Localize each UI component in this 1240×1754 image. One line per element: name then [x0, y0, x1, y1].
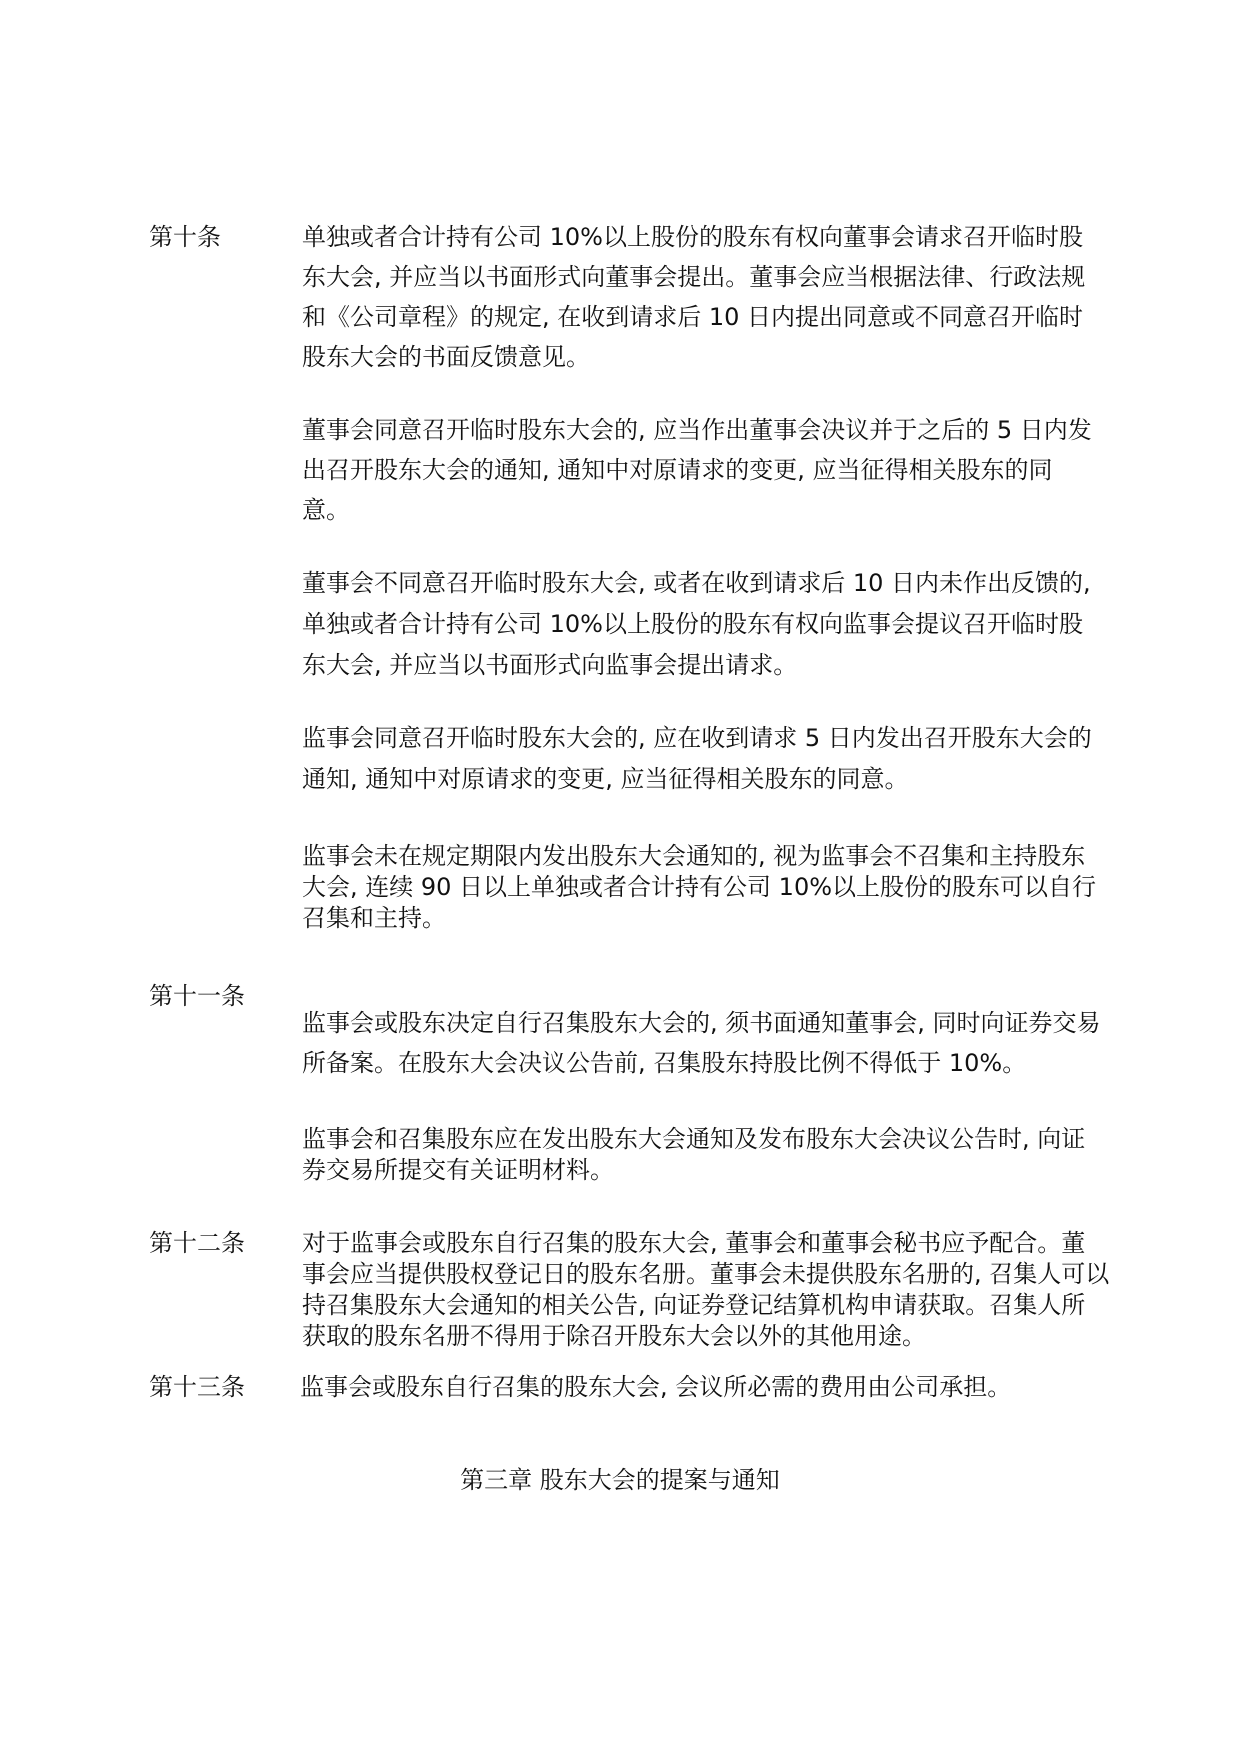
- article-paragraph: [302, 1003, 1101, 1083]
- text-line: 出召开股东大会的通知, 通知中对原请求的变更, 应当征得相关股东的同: [302, 456, 1053, 484]
- text-line: 监事会或股东自行召集的股东大会, 会议所必需的费用由公司承担。: [300, 1373, 1012, 1401]
- text-line: 召集和主持。: [302, 904, 446, 932]
- text-line: 单独或者合计持有公司 10%以上股份的股东有权向董事会请求召开临时股: [302, 223, 1083, 251]
- article-label: 第十二条: [149, 1229, 245, 1257]
- text-line: 通知, 通知中对原请求的变更, 应当征得相关股东的同意。: [302, 765, 909, 793]
- text-line: 获取的股东名册不得用于除召开股东大会以外的其他用途。: [302, 1322, 926, 1350]
- text-line: 股东大会的书面反馈意见。: [302, 343, 590, 371]
- chapter-title: 第三章 股东大会的提案与通知: [460, 1466, 780, 1494]
- text-line: 东大会, 并应当以书面形式向监事会提出请求。: [302, 651, 798, 679]
- text-line: 监事会和召集股东应在发出股东大会通知及发布股东大会决议公告时, 向证: [302, 1125, 1086, 1153]
- text-line: 监事会或股东决定自行召集股东大会的, 须书面通知董事会, 同时向证券交易: [302, 1009, 1101, 1037]
- text-line: 意。: [302, 496, 350, 524]
- text-line: 监事会同意召开临时股东大会的, 应在收到请求 5 日内发出召开股东大会的: [302, 724, 1092, 752]
- text-line: 持召集股东大会通知的相关公告, 向证券登记结算机构申请获取。召集人所: [302, 1291, 1086, 1319]
- article-label: 第十条: [149, 223, 221, 251]
- text-line: 所备案。在股东大会决议公告前, 召集股东持股比例不得低于 10%。: [302, 1049, 1027, 1077]
- text-line: 和《公司章程》的规定, 在收到请求后 10 日内提出同意或不同意召开临时: [302, 303, 1084, 331]
- text-line: 对于监事会或股东自行召集的股东大会, 董事会和董事会秘书应予配合。董: [302, 1229, 1086, 1257]
- text-line: 东大会, 并应当以书面形式向董事会提出。董事会应当根据法律、行政法规: [302, 263, 1086, 291]
- text-line: 券交易所提交有关证明材料。: [302, 1156, 614, 1184]
- text-line: 大会, 连续 90 日以上单独或者合计持有公司 10%以上股份的股东可以自行: [302, 873, 1097, 901]
- article-paragraph: [302, 718, 1092, 800]
- article-paragraph: [302, 563, 1091, 686]
- text-line: 单独或者合计持有公司 10%以上股份的股东有权向监事会提议召开临时股: [302, 610, 1083, 638]
- article-paragraph: [302, 841, 1096, 934]
- article-paragraph: [302, 410, 1092, 530]
- text-line: 监事会未在规定期限内发出股东大会通知的, 视为监事会不召集和主持股东: [302, 842, 1086, 870]
- text-line: 董事会不同意召开临时股东大会, 或者在收到请求后 10 日内未作出反馈的,: [302, 569, 1091, 597]
- article-label: 第十三条: [149, 1373, 245, 1401]
- article-paragraph: [302, 1228, 1109, 1352]
- text-line: 事会应当提供股权登记日的股东名册。董事会未提供股东名册的, 召集人可以: [302, 1260, 1110, 1288]
- article-paragraph: [302, 1124, 1085, 1186]
- article-paragraph: [300, 1372, 1011, 1402]
- article-label: 第十一条: [149, 982, 245, 1010]
- text-line: 董事会同意召开临时股东大会的, 应当作出董事会决议并于之后的 5 日内发: [302, 416, 1092, 444]
- article-paragraph: [302, 217, 1085, 377]
